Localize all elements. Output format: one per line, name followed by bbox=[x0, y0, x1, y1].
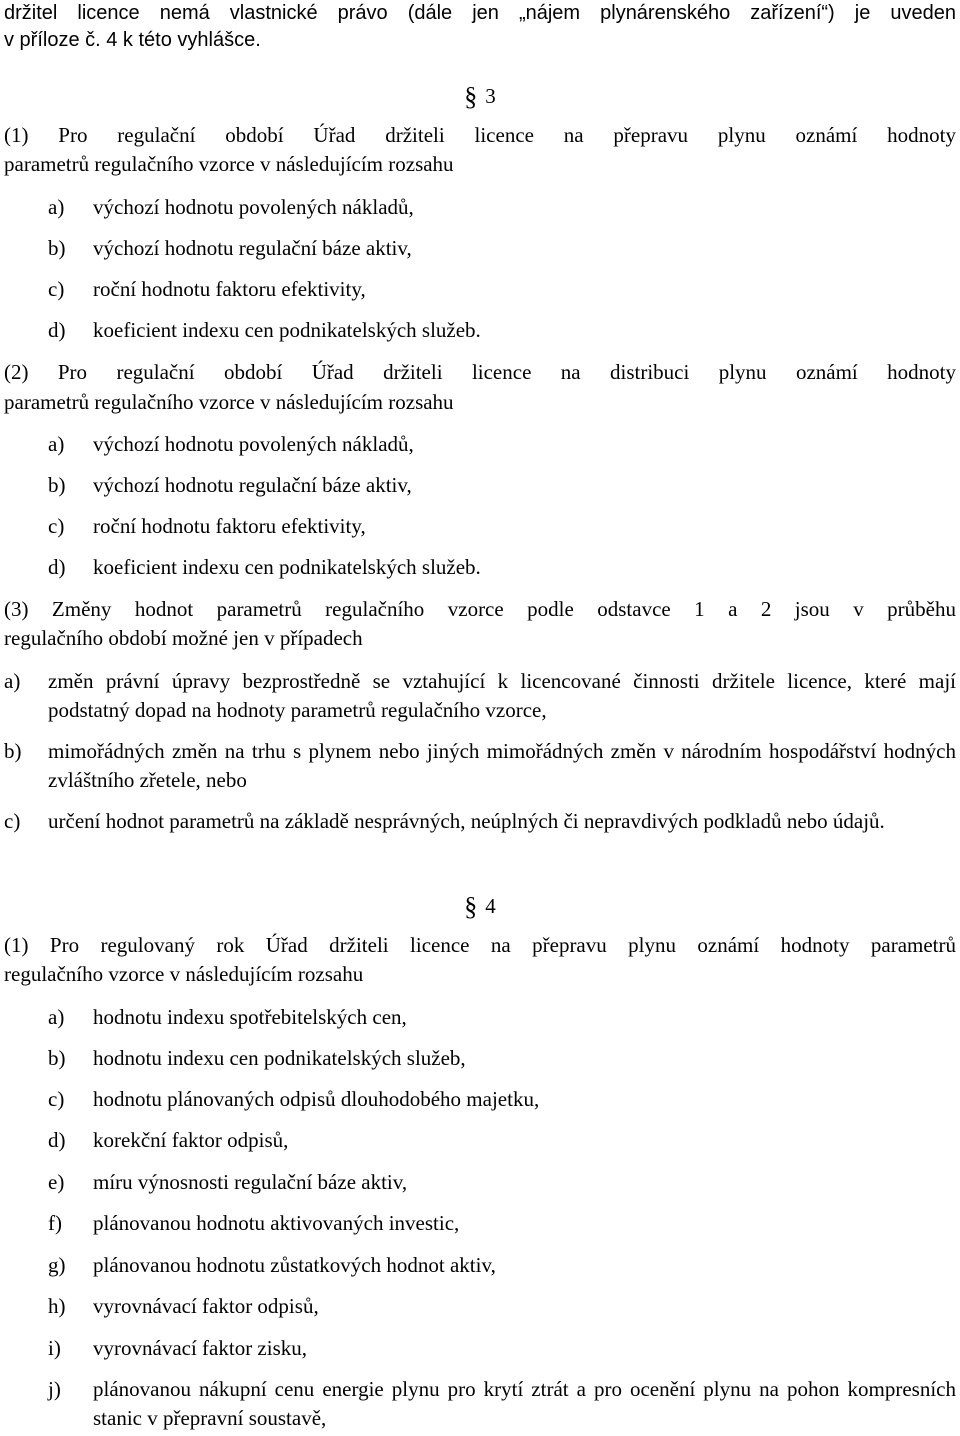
list-label: c) bbox=[48, 1087, 65, 1111]
list-label: d) bbox=[48, 555, 66, 579]
s3-p3-line-1: (3) Změny hodnot parametrů regulačního vzorce podle odstavce 1 a 2 jsou v průběhu bbox=[4, 597, 956, 621]
intro-line-2: v příloze č. 4 k této vyhlášce. bbox=[4, 29, 261, 51]
list-text: roční hodnotu faktoru efektivity, bbox=[93, 277, 366, 301]
list-label: a) bbox=[48, 1005, 65, 1029]
s4-p1-item-b bbox=[48, 1045, 466, 1071]
list-text: roční hodnotu faktoru efektivity, bbox=[93, 514, 366, 538]
intro-line-1: držitel licence nemá vlastnické právo (dále jen „nájem plynárenského zařízení“) je uveden bbox=[4, 2, 956, 24]
list-text: korekční faktor odpisů, bbox=[93, 1128, 289, 1152]
list-text: koeficient indexu cen podnikatelských služeb. bbox=[93, 318, 481, 342]
list-text: změn právní úpravy bezprostředně se vztahující k licencované činnosti držitele licence, které mají podstatný dopad na hodnoty parametrů regulačního vzorce, bbox=[48, 669, 956, 722]
list-label: e) bbox=[48, 1170, 65, 1194]
list-text: výchozí hodnotu regulační báze aktiv, bbox=[93, 236, 412, 260]
s3-p3-line-2: regulačního období možné jen v případech bbox=[4, 626, 363, 650]
s3-p2-item-a bbox=[48, 431, 414, 457]
list-label: c) bbox=[48, 277, 65, 301]
s3-p1-item-d bbox=[48, 317, 481, 343]
list-text: mimořádných změn na trhu s plynem nebo jiných mimořádných změn v národním hospodářství hodných zvláštního zřetele, nebo bbox=[48, 739, 956, 792]
s3-p1-line-1: (1) Pro regulační období Úřad držiteli licence na přepravu plynu oznámí hodnoty bbox=[4, 123, 956, 147]
s3-p2-line-2: parametrů regulačního vzorce v následujícím rozsahu bbox=[4, 390, 454, 414]
list-text: výchozí hodnotu regulační báze aktiv, bbox=[93, 473, 412, 497]
list-label: b) bbox=[48, 473, 66, 497]
section-number: 4 bbox=[485, 894, 496, 918]
list-label: j) bbox=[48, 1377, 61, 1401]
list-label: b) bbox=[48, 236, 66, 260]
list-label: h) bbox=[48, 1294, 66, 1318]
list-label: b) bbox=[4, 739, 22, 763]
s4-p1-item-a bbox=[48, 1004, 407, 1030]
s3-p1-line-2: parametrů regulačního vzorce v následujícím rozsahu bbox=[4, 152, 454, 176]
list-label: c) bbox=[4, 809, 21, 833]
s4-p1-line-2: regulačního vzorce v následujícím rozsahu bbox=[4, 962, 364, 986]
s4-p1-item-c bbox=[48, 1086, 539, 1112]
list-text: míru výnosnosti regulační báze aktiv, bbox=[93, 1170, 408, 1194]
s3-p2-line-1: (2) Pro regulační období Úřad držiteli licence na distribuci plynu oznámí hodnoty bbox=[4, 360, 956, 384]
list-text: výchozí hodnotu povolených nákladů, bbox=[93, 432, 414, 456]
list-text: hodnotu indexu spotřebitelských cen, bbox=[93, 1005, 407, 1029]
s3-p1-item-b bbox=[48, 235, 412, 261]
s4-p1-item-f bbox=[48, 1210, 459, 1236]
list-text: hodnotu indexu cen podnikatelských služeb, bbox=[93, 1046, 466, 1070]
s4-p1-line-1: (1) Pro regulovaný rok Úřad držiteli licence na přepravu plynu oznámí hodnoty parametrů bbox=[4, 933, 956, 957]
list-text: koeficient indexu cen podnikatelských služeb. bbox=[93, 555, 481, 579]
s3-p2-item-c bbox=[48, 513, 366, 539]
s3-p3-item-b bbox=[4, 737, 956, 795]
list-label: a) bbox=[48, 195, 65, 219]
list-label: i) bbox=[48, 1336, 61, 1360]
s3-p1-item-a bbox=[48, 194, 414, 220]
s4-p1-item-i bbox=[48, 1335, 307, 1361]
list-text: vyrovnávací faktor odpisů, bbox=[93, 1294, 319, 1318]
list-text: výchozí hodnotu povolených nákladů, bbox=[93, 195, 414, 219]
s3-p2-item-d bbox=[48, 554, 481, 580]
s4-p1-item-j bbox=[4, 1375, 956, 1433]
s3-p1-item-c bbox=[48, 276, 366, 302]
s4-p1-item-e bbox=[48, 1169, 407, 1195]
section-number: 3 bbox=[485, 84, 496, 108]
s3-p3-item-a bbox=[4, 667, 956, 725]
s3-p2-item-b bbox=[48, 472, 412, 498]
list-text: vyrovnávací faktor zisku, bbox=[93, 1336, 308, 1360]
list-label: c) bbox=[48, 514, 65, 538]
s3-p3-item-c bbox=[4, 807, 956, 836]
list-text: určení hodnot parametrů na základě nesprávných, neúplných či nepravdivých podkladů nebo údajů. bbox=[48, 809, 885, 833]
section-4-heading bbox=[4, 890, 956, 921]
s4-p1-item-g bbox=[48, 1252, 496, 1278]
list-label: f) bbox=[48, 1211, 62, 1235]
section-sign: § bbox=[464, 82, 478, 111]
s4-p1-item-h bbox=[48, 1293, 319, 1319]
list-text: plánovanou hodnotu aktivovaných investic, bbox=[93, 1211, 460, 1235]
list-label: a) bbox=[48, 432, 65, 456]
list-label: d) bbox=[48, 318, 66, 342]
list-label: g) bbox=[48, 1253, 66, 1277]
list-label: d) bbox=[48, 1128, 66, 1152]
list-label: a) bbox=[4, 669, 21, 693]
list-text: plánovanou nákupní cenu energie plynu pro krytí ztrát a pro ocenění plynu na pohon kompresních stanic v přepravní soustavě, bbox=[93, 1377, 956, 1430]
list-text: plánovanou hodnotu zůstatkových hodnot aktiv, bbox=[93, 1253, 496, 1277]
section-3-heading bbox=[4, 80, 956, 111]
list-label: b) bbox=[48, 1046, 66, 1070]
section-sign: § bbox=[464, 892, 478, 921]
s4-p1-item-d bbox=[48, 1127, 288, 1153]
list-text: hodnotu plánovaných odpisů dlouhodobého majetku, bbox=[93, 1087, 540, 1111]
